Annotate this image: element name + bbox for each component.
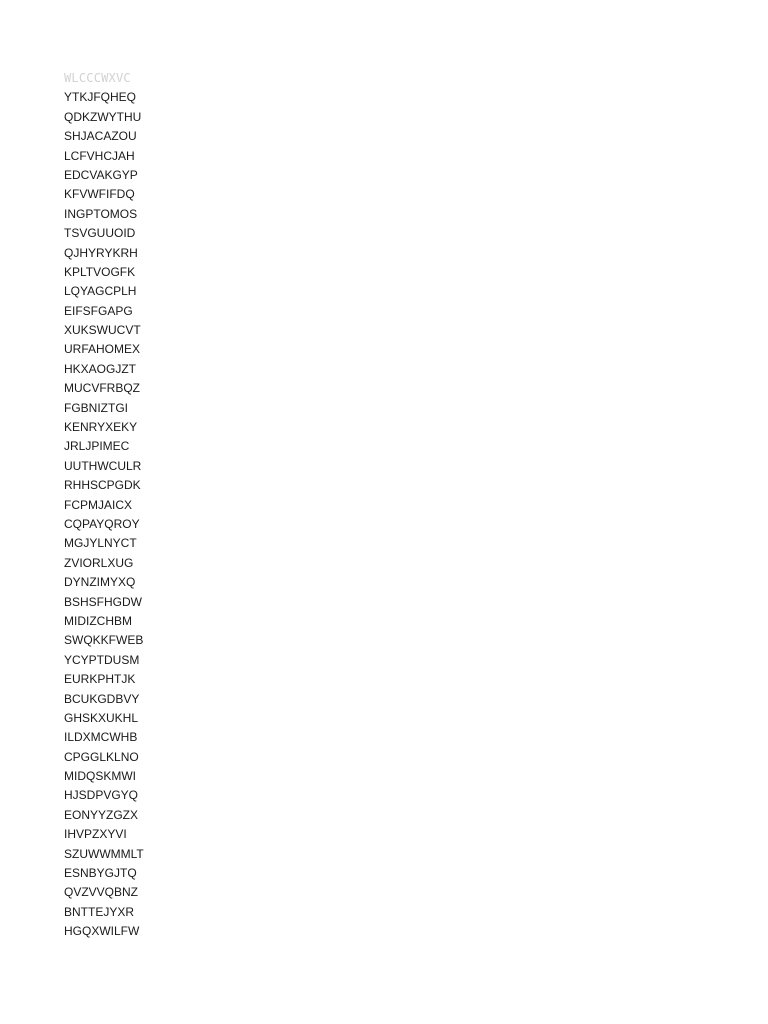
- document-page: [64, 69, 704, 942]
- list-item: KENRYXEKY: [64, 420, 138, 435]
- list-item: TSVGUUOID: [64, 226, 136, 241]
- list-item: UUTHWCULR: [64, 458, 142, 473]
- list-item: ILDXMCWHB: [64, 730, 138, 745]
- list-item: SWQKKFWEB: [64, 633, 144, 648]
- list-item: BSHSFHGDW: [64, 594, 142, 609]
- list-item: BCUKGDBVY: [64, 691, 140, 706]
- list-item: MUCVFRBQZ: [64, 381, 140, 396]
- faded-text-line: WLCCCWXVC: [64, 71, 131, 85]
- list-item: BNTTEJYXR: [64, 904, 135, 919]
- list-item: MIDQSKMWI: [64, 769, 136, 784]
- list-item: CPGGLKLNO: [64, 749, 139, 764]
- list-item: FGBNIZTGI: [64, 400, 128, 415]
- list-item: DYNZIMYXQ: [64, 575, 136, 590]
- list-item: MGJYLNYCT: [64, 536, 137, 551]
- list-item: GHSKXUKHL: [64, 710, 139, 725]
- list-item: QDKZWYTHU: [64, 109, 142, 124]
- list-item: MIDIZCHBM: [64, 613, 132, 628]
- list-item: EURKPHTJK: [64, 672, 136, 687]
- list-item: HJSDPVGYQ: [64, 788, 139, 803]
- list-item: RHHSCPGDK: [64, 478, 141, 493]
- list-item: LCFVHCJAH: [64, 148, 135, 163]
- list-item: EONYYZGZX: [64, 807, 139, 822]
- list-item: LQYAGCPLH: [64, 284, 137, 299]
- word-list: [64, 88, 704, 941]
- list-item: HGQXWILFW: [64, 924, 140, 939]
- list-item: SHJACAZOU: [64, 129, 137, 144]
- list-item: CQPAYQROY: [64, 516, 140, 531]
- list-item: KFVWFIFDQ: [64, 187, 135, 202]
- list-item: XUKSWUCVT: [64, 323, 141, 338]
- list-item: QVZVVQBNZ: [64, 885, 139, 900]
- list-item: YCYPTDUSM: [64, 652, 140, 667]
- list-item: HKXAOGJZT: [64, 361, 137, 376]
- list-item: KPLTVOGFK: [64, 264, 136, 279]
- list-item: EIFSFGAPG: [64, 303, 133, 318]
- list-item: JRLJPIMEC: [64, 439, 130, 454]
- list-item: EDCVAKGYP: [64, 167, 138, 182]
- list-item: INGPTOMOS: [64, 206, 138, 221]
- list-item: YTKJFQHEQ: [64, 90, 137, 105]
- list-item: SZUWWMMLT: [64, 846, 144, 861]
- list-item: FCPMJAICX: [64, 497, 133, 512]
- list-item: IHVPZXYVI: [64, 827, 127, 842]
- list-item: URFAHOMEX: [64, 342, 141, 357]
- list-item: ESNBYGJTQ: [64, 866, 137, 881]
- list-item: ZVIORLXUG: [64, 555, 134, 570]
- list-item: QJHYRYKRH: [64, 245, 138, 260]
